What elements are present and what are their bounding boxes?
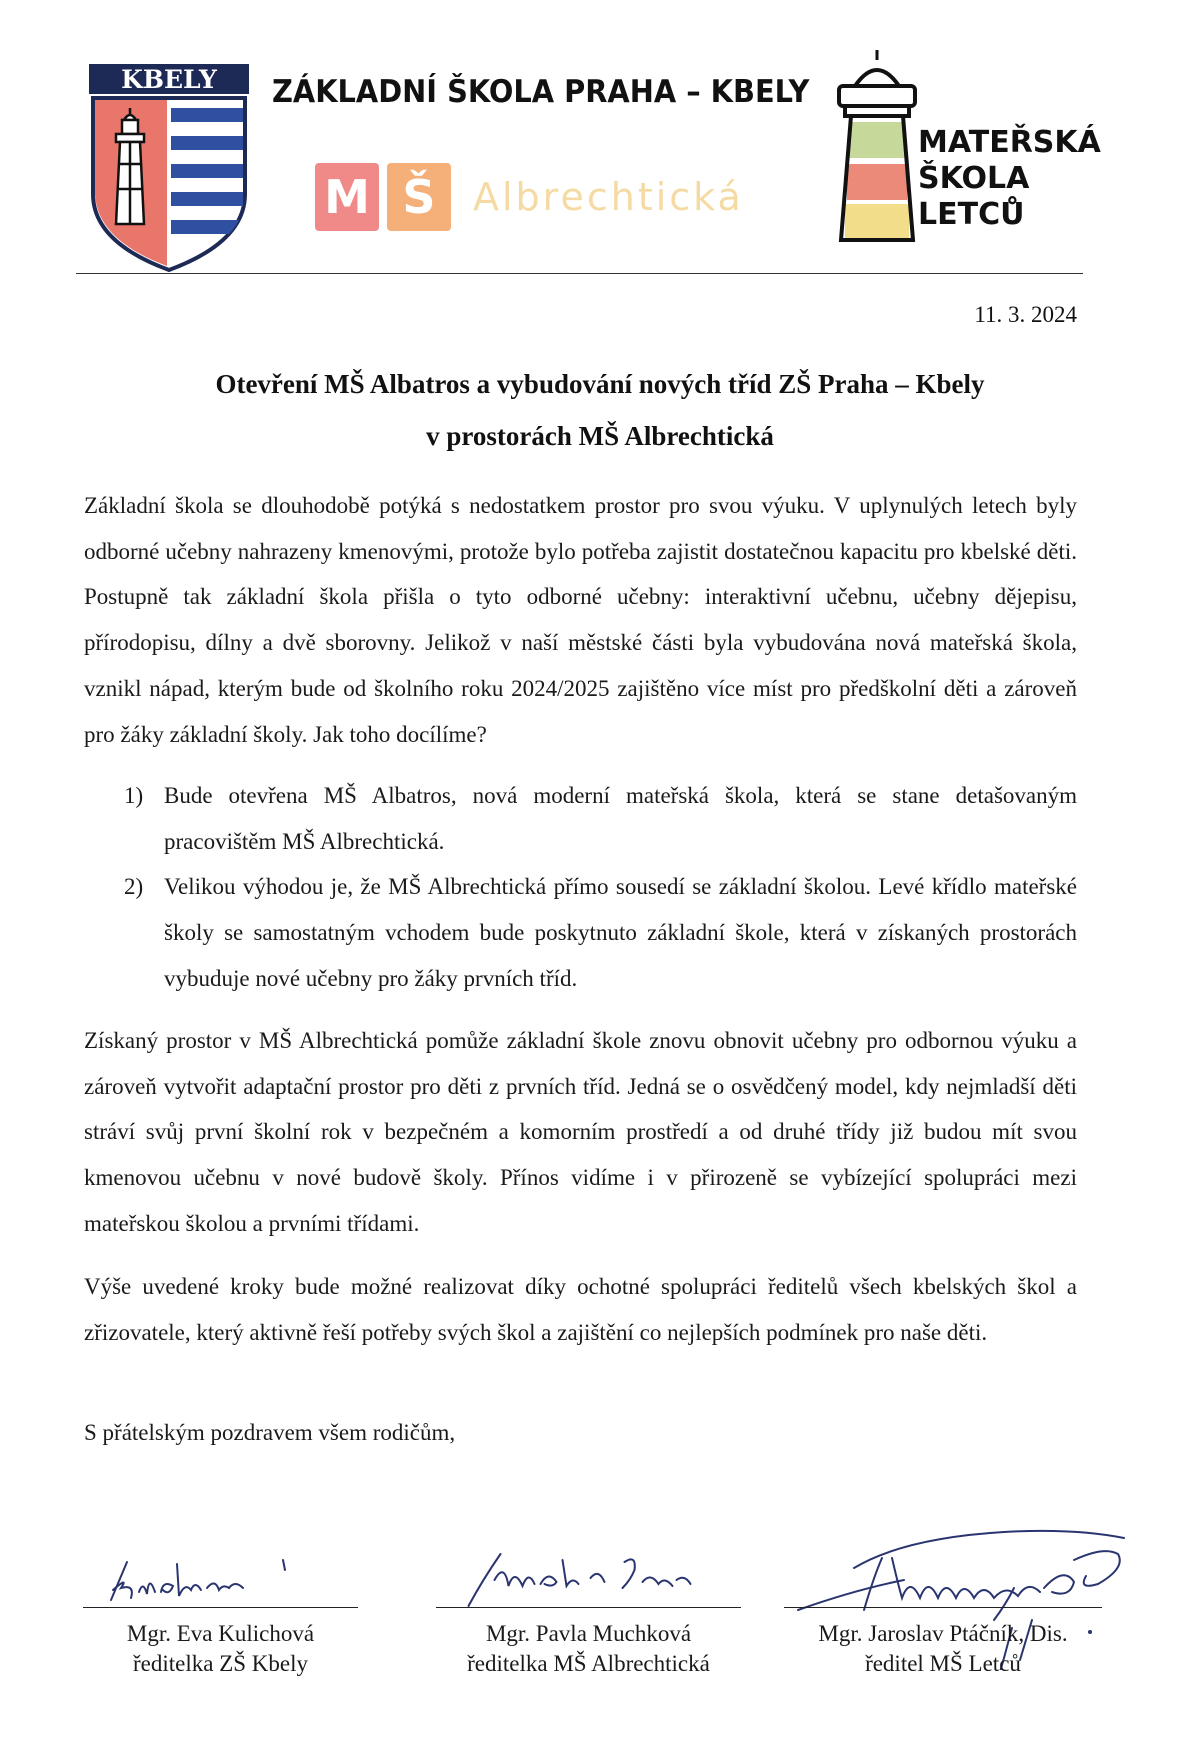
list-item-text: Velikou výhodou je, že MŠ Albrechtická přímo sousedí se základní školou. Levé křídlo mateřské školy se samostatným vchodem bude poskytnuto základní škole, která v získaných prostorách vybuduje nové učebny pro žáky prvních tříd. — [164, 874, 1077, 991]
header-divider — [76, 273, 1083, 274]
signer-name: Mgr. Jaroslav Ptáčník, Dis. — [818, 1621, 1068, 1646]
signer-name: Mgr. Pavla Muchková — [485, 1621, 692, 1646]
signature-line — [83, 1607, 358, 1608]
list-item-number: 2) — [124, 874, 144, 900]
document-date: 11. 3. 2024 — [974, 302, 1077, 327]
paragraph-thanks: Výše uvedené kroky bude možné realizovat díky ochotné spolupráci ředitelů všech kbelských škol a zřizovatele, který aktivně řeší potřeby svých škol a zajištění co nejlepších podmínek pro naše děti. — [84, 1274, 1077, 1345]
crest-label: KBELY — [121, 65, 217, 94]
list-item-text: Bude otevřena MŠ Albatros, nová moderní mateřská škola, která se stane detašovaným pracovištěm MŠ Albrechtická. — [164, 783, 1077, 854]
signer-role: ředitelka MŠ Albrechtická — [467, 1651, 710, 1676]
signer-role: ředitel MŠ Letců — [865, 1651, 1021, 1676]
list-item — [84, 864, 1077, 1001]
ms-letcu-line1: MATEŘSKÁ — [918, 125, 1101, 160]
ms-letcu-line3: LETCŮ — [918, 197, 1025, 232]
paragraph-benefits: Získaný prostor v MŠ Albrechtická pomůže základní škole znovu obnovit učebny pro odbornou výuku a zároveň vytvořit adaptační prostor pro děti z prvních tříd. Jedná se o osvědčený model, kdy nejmladší děti stráví svůj první školní rok v bezpečném a komorním prostředí a od druhé třídy již budou mít svou kmenovou učebnu v nové budově školy. Přínos vidíme i v přirozeně se vybízející spolupráci mezi mateřskou školou a prvními třídami. — [84, 1028, 1077, 1236]
kbely-crest-icon — [89, 64, 249, 272]
ms-letcu-name — [918, 125, 1101, 233]
signer-name: Mgr. Eva Kulichová — [126, 1621, 315, 1646]
ms-letcu-line2: ŠKOLA — [918, 161, 1030, 196]
closing-greeting: S přátelským pozdravem všem rodičům, — [84, 1420, 456, 1445]
signature-line — [436, 1607, 741, 1608]
list-item-number: 1) — [124, 783, 144, 808]
handwritten-signature-kulichova — [83, 1540, 358, 1615]
list-item — [84, 773, 1077, 864]
signature-line — [784, 1607, 1102, 1608]
tower-logo-icon — [833, 48, 921, 242]
handwritten-signature-muchkova — [436, 1540, 746, 1615]
numbered-list — [84, 773, 1077, 1002]
document-title-line1: Otevření MŠ Albatros a vybudování nových tříd ZŠ Praha – Kbely — [215, 369, 985, 399]
school-name: ZÁKLADNÍ ŠKOLA PRAHA – KBELY — [272, 74, 810, 110]
document-title-line2: v prostorách MŠ Albrechtická — [426, 421, 774, 451]
ms-logo-m: M — [315, 163, 379, 231]
signer-role: ředitelka ZŠ Kbely — [132, 1651, 308, 1676]
ms-logo-name: Albrechtická — [473, 175, 744, 219]
ms-logo-s: Š — [387, 163, 451, 231]
paragraph-intro: Základní škola se dlouhodobě potýká s nedostatkem prostor pro svou výuku. V uplynulých letech byly odborné učebny nahrazeny kmenovými, protože bylo potřeba zajistit dostatečnou kapacitu pro kbelské děti. Postupně tak základní škola přišla o tyto odborné učebny: interaktivní učebnu, učebny dějepisu, přírodopisu, dílny a dvě sborovny. Jelikož v naší městské části byla vybudována nová mateřská škola, vznikl nápad, kterým bude od školního roku 2024/2025 zajištěno více míst pro předškolní děti a zároveň pro žáky základní školy. Jak toho docílíme? — [84, 493, 1077, 747]
ms-albrechticka-logo — [315, 163, 785, 233]
